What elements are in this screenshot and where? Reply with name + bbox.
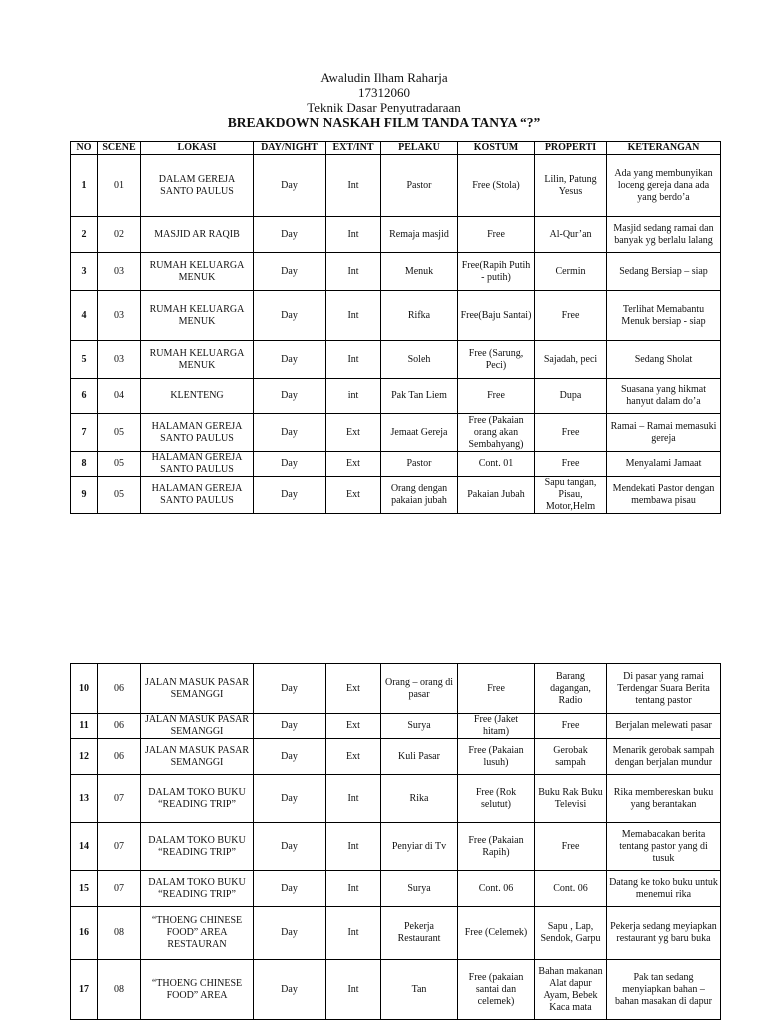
table-row	[71, 960, 721, 1020]
cell-properti: Free	[535, 714, 607, 739]
cell-day-night: Day	[254, 155, 326, 217]
column-header-day-night: DAY/NIGHT	[254, 142, 326, 155]
cell-no: 2	[71, 217, 98, 253]
cell-ext-int: Int	[326, 155, 381, 217]
cell-pelaku: Pastor	[381, 452, 458, 477]
cell-day-night: Day	[254, 739, 326, 775]
table-row	[71, 871, 721, 907]
cell-scene: 06	[98, 739, 141, 775]
cell-lokasi: DALAM TOKO BUKU “READING TRIP”	[141, 823, 254, 871]
cell-kostum: Free (Pakaian Rapih)	[458, 823, 535, 871]
cell-day-night: Day	[254, 823, 326, 871]
cell-day-night: Day	[254, 291, 326, 341]
cell-scene: 07	[98, 775, 141, 823]
cell-ext-int: Int	[326, 871, 381, 907]
cell-pelaku: Tan	[381, 960, 458, 1020]
cell-ext-int: Ext	[326, 452, 381, 477]
cell-ext-int: Int	[326, 775, 381, 823]
cell-no: 12	[71, 739, 98, 775]
cell-properti: Barang dagangan, Radio	[535, 664, 607, 714]
cell-lokasi: JALAN MASUK PASAR SEMANGGI	[141, 739, 254, 775]
cell-properti: Lilin, Patung Yesus	[535, 155, 607, 217]
cell-no: 9	[71, 477, 98, 514]
cell-kostum: Free (Rok selutut)	[458, 775, 535, 823]
cell-scene: 08	[98, 960, 141, 1020]
cell-no: 6	[71, 379, 98, 414]
cell-ext-int: Int	[326, 960, 381, 1020]
cell-pelaku: Penyiar di Tv	[381, 823, 458, 871]
cell-kostum: Free (Pakaian lusuh)	[458, 739, 535, 775]
table-body-page-1	[71, 155, 721, 514]
cell-lokasi: RUMAH KELUARGA MENUK	[141, 341, 254, 379]
cell-scene: 07	[98, 823, 141, 871]
table-row	[71, 823, 721, 871]
table-row	[71, 452, 721, 477]
cell-pelaku: Pekerja Restaurant	[381, 907, 458, 960]
cell-no: 7	[71, 414, 98, 452]
cell-lokasi: DALAM TOKO BUKU “READING TRIP”	[141, 775, 254, 823]
cell-day-night: Day	[254, 907, 326, 960]
cell-no: 1	[71, 155, 98, 217]
cell-kostum: Cont. 01	[458, 452, 535, 477]
cell-scene: 01	[98, 155, 141, 217]
cell-scene: 06	[98, 664, 141, 714]
cell-kostum: Free (Celemek)	[458, 907, 535, 960]
cell-pelaku: Surya	[381, 714, 458, 739]
cell-lokasi: HALAMAN GEREJA SANTO PAULUS	[141, 452, 254, 477]
cell-scene: 05	[98, 477, 141, 514]
cell-pelaku: Menuk	[381, 253, 458, 291]
cell-properti: Bahan makanan Alat dapur Ayam, Bebek Kaca mata	[535, 960, 607, 1020]
column-header-no: NO	[71, 142, 98, 155]
cell-pelaku: Orang dengan pakaian jubah	[381, 477, 458, 514]
course-name: Teknik Dasar Penyutradaraan	[307, 100, 461, 115]
cell-no: 16	[71, 907, 98, 960]
cell-ext-int: Int	[326, 823, 381, 871]
table-row	[71, 217, 721, 253]
cell-properti: Dupa	[535, 379, 607, 414]
table-row	[71, 291, 721, 341]
cell-keterangan: Rika membereskan buku yang berantakan	[607, 775, 721, 823]
cell-properti: Sapu , Lap, Sendok, Garpu	[535, 907, 607, 960]
cell-kostum: Free (Pakaian orang akan Sembahyang)	[458, 414, 535, 452]
cell-day-night: Day	[254, 452, 326, 477]
column-header-lokasi: LOKASI	[141, 142, 254, 155]
table-header-row	[71, 142, 721, 155]
table-row	[71, 775, 721, 823]
author-name: Awaludin Ilham Raharja	[320, 70, 448, 85]
cell-no: 8	[71, 452, 98, 477]
cell-ext-int: Ext	[326, 739, 381, 775]
cell-no: 13	[71, 775, 98, 823]
cell-kostum: Free	[458, 217, 535, 253]
cell-day-night: Day	[254, 714, 326, 739]
cell-no: 17	[71, 960, 98, 1020]
column-header-keterangan: KETERANGAN	[607, 142, 721, 155]
document-header	[0, 70, 768, 130]
cell-lokasi: MASJID AR RAQIB	[141, 217, 254, 253]
cell-scene: 07	[98, 871, 141, 907]
cell-properti: Sapu tangan, Pisau, Motor,Helm	[535, 477, 607, 514]
cell-properti: Cont. 06	[535, 871, 607, 907]
cell-kostum: Pakaian Jubah	[458, 477, 535, 514]
cell-scene: 04	[98, 379, 141, 414]
cell-day-night: Day	[254, 414, 326, 452]
breakdown-table-page-2	[70, 663, 721, 1020]
cell-properti: Buku Rak Buku Televisi	[535, 775, 607, 823]
cell-lokasi: JALAN MASUK PASAR SEMANGGI	[141, 664, 254, 714]
cell-keterangan: Menarik gerobak sampah dengan berjalan mundur	[607, 739, 721, 775]
cell-day-night: Day	[254, 217, 326, 253]
cell-pelaku: Soleh	[381, 341, 458, 379]
cell-scene: 03	[98, 253, 141, 291]
cell-kostum: Free	[458, 664, 535, 714]
cell-lokasi: DALAM GEREJA SANTO PAULUS	[141, 155, 254, 217]
table-row	[71, 379, 721, 414]
cell-ext-int: Int	[326, 907, 381, 960]
cell-ext-int: int	[326, 379, 381, 414]
cell-lokasi: RUMAH KELUARGA MENUK	[141, 291, 254, 341]
cell-properti: Free	[535, 452, 607, 477]
cell-scene: 03	[98, 341, 141, 379]
cell-keterangan: Menyalami Jamaat	[607, 452, 721, 477]
cell-ext-int: Ext	[326, 414, 381, 452]
cell-ext-int: Int	[326, 291, 381, 341]
cell-lokasi: “THOENG CHINESE FOOD” AREA	[141, 960, 254, 1020]
cell-lokasi: RUMAH KELUARGA MENUK	[141, 253, 254, 291]
cell-pelaku: Pastor	[381, 155, 458, 217]
cell-keterangan: Mendekati Pastor dengan membawa pisau	[607, 477, 721, 514]
cell-scene: 08	[98, 907, 141, 960]
cell-properti: Free	[535, 823, 607, 871]
cell-pelaku: Rifka	[381, 291, 458, 341]
cell-properti: Cermin	[535, 253, 607, 291]
document-title: BREAKDOWN NASKAH FILM TANDA TANYA “?”	[227, 115, 541, 130]
cell-day-night: Day	[254, 664, 326, 714]
column-header-ext-int: EXT/INT	[326, 142, 381, 155]
cell-kostum: Free (Stola)	[458, 155, 535, 217]
cell-lokasi: DALAM TOKO BUKU “READING TRIP”	[141, 871, 254, 907]
cell-day-night: Day	[254, 960, 326, 1020]
cell-pelaku: Orang – orang di pasar	[381, 664, 458, 714]
cell-pelaku: Jemaat Gereja	[381, 414, 458, 452]
cell-keterangan: Ada yang membunyikan loceng gereja dana ada yang berdo’a	[607, 155, 721, 217]
cell-kostum: Cont. 06	[458, 871, 535, 907]
cell-keterangan: Sedang Bersiap – siap	[607, 253, 721, 291]
cell-keterangan: Pekerja sedang meyiapkan restaurant yg baru buka	[607, 907, 721, 960]
column-header-pelaku: PELAKU	[381, 142, 458, 155]
cell-kostum: Free (Sarung, Peci)	[458, 341, 535, 379]
cell-kostum: Free (pakaian santai dan celemek)	[458, 960, 535, 1020]
cell-no: 10	[71, 664, 98, 714]
cell-keterangan: Masjid sedang ramai dan banyak yg berlalu lalang	[607, 217, 721, 253]
student-id: 17312060	[358, 85, 410, 100]
cell-keterangan: Ramai – Ramai memasuki gereja	[607, 414, 721, 452]
table-row	[71, 341, 721, 379]
page-break-gap	[0, 515, 768, 663]
cell-properti: Al-Qur’an	[535, 217, 607, 253]
cell-no: 11	[71, 714, 98, 739]
cell-kostum: Free(Rapih Putih - putih)	[458, 253, 535, 291]
cell-ext-int: Ext	[326, 714, 381, 739]
cell-ext-int: Int	[326, 217, 381, 253]
cell-ext-int: Ext	[326, 477, 381, 514]
table-row	[71, 907, 721, 960]
cell-no: 3	[71, 253, 98, 291]
cell-ext-int: Ext	[326, 664, 381, 714]
cell-no: 15	[71, 871, 98, 907]
cell-scene: 03	[98, 291, 141, 341]
cell-scene: 05	[98, 414, 141, 452]
cell-keterangan: Terlihat Memabantu Menuk bersiap - siap	[607, 291, 721, 341]
breakdown-table-page-1	[70, 141, 721, 514]
cell-pelaku: Rika	[381, 775, 458, 823]
cell-kostum: Free (Jaket hitam)	[458, 714, 535, 739]
cell-pelaku: Kuli Pasar	[381, 739, 458, 775]
cell-keterangan: Berjalan melewati pasar	[607, 714, 721, 739]
cell-keterangan: Sedang Sholat	[607, 341, 721, 379]
cell-keterangan: Suasana yang hikmat hanyut dalam do’a	[607, 379, 721, 414]
table-row	[71, 739, 721, 775]
column-header-kostum: KOSTUM	[458, 142, 535, 155]
cell-properti: Free	[535, 291, 607, 341]
cell-keterangan: Pak tan sedang menyiapkan bahan – bahan masakan di dapur	[607, 960, 721, 1020]
cell-scene: 05	[98, 452, 141, 477]
cell-day-night: Day	[254, 477, 326, 514]
cell-lokasi: HALAMAN GEREJA SANTO PAULUS	[141, 477, 254, 514]
cell-keterangan: Di pasar yang ramai Terdengar Suara Berita tentang pastor	[607, 664, 721, 714]
cell-day-night: Day	[254, 775, 326, 823]
cell-lokasi: JALAN MASUK PASAR SEMANGGI	[141, 714, 254, 739]
cell-pelaku: Pak Tan Liem	[381, 379, 458, 414]
cell-ext-int: Int	[326, 253, 381, 291]
cell-scene: 06	[98, 714, 141, 739]
cell-properti: Gerobak sampah	[535, 739, 607, 775]
cell-pelaku: Surya	[381, 871, 458, 907]
column-header-scene: SCENE	[98, 142, 141, 155]
cell-lokasi: “THOENG CHINESE FOOD” AREA RESTAURAN	[141, 907, 254, 960]
column-header-properti: PROPERTI	[535, 142, 607, 155]
table-row	[71, 414, 721, 452]
cell-kostum: Free(Baju Santai)	[458, 291, 535, 341]
cell-kostum: Free	[458, 379, 535, 414]
cell-pelaku: Remaja masjid	[381, 217, 458, 253]
cell-keterangan: Datang ke toko buku untuk menemui rika	[607, 871, 721, 907]
cell-keterangan: Memabacakan berita tentang pastor yang di tusuk	[607, 823, 721, 871]
cell-lokasi: HALAMAN GEREJA SANTO PAULUS	[141, 414, 254, 452]
cell-ext-int: Int	[326, 341, 381, 379]
cell-lokasi: KLENTENG	[141, 379, 254, 414]
table-row	[71, 714, 721, 739]
table-row	[71, 664, 721, 714]
cell-scene: 02	[98, 217, 141, 253]
cell-no: 5	[71, 341, 98, 379]
cell-no: 4	[71, 291, 98, 341]
table-row	[71, 155, 721, 217]
cell-no: 14	[71, 823, 98, 871]
cell-properti: Free	[535, 414, 607, 452]
cell-properti: Sajadah, peci	[535, 341, 607, 379]
cell-day-night: Day	[254, 871, 326, 907]
cell-day-night: Day	[254, 253, 326, 291]
table-body-page-2	[71, 664, 721, 1020]
cell-day-night: Day	[254, 341, 326, 379]
table-row	[71, 477, 721, 514]
cell-day-night: Day	[254, 379, 326, 414]
table-row	[71, 253, 721, 291]
